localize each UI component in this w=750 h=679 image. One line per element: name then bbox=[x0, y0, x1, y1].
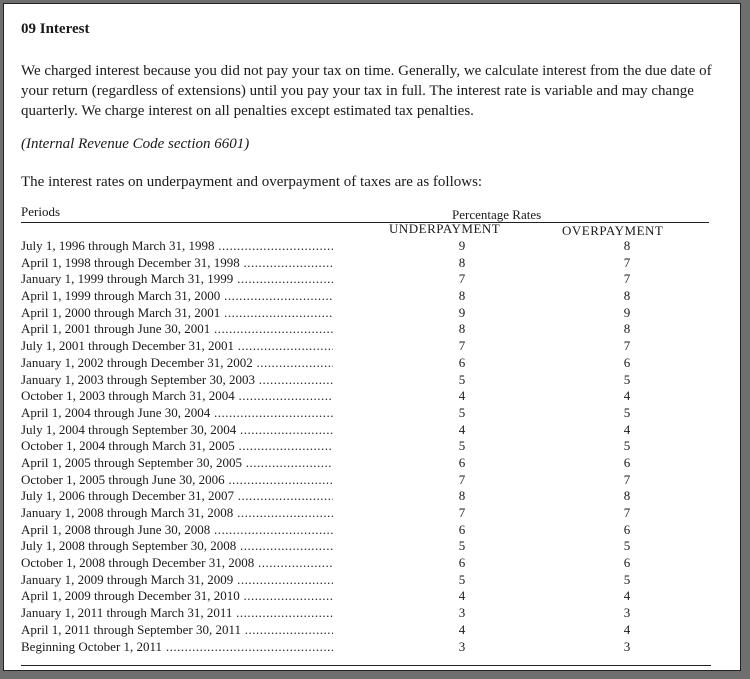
period-cell: April 1, 2000 through March 31, 2001 ..... bbox=[21, 305, 333, 322]
underpayment-rate-cell: 7 bbox=[458, 271, 466, 287]
period-cell: January 1, 2002 through December 31, 2002 ..... bbox=[21, 355, 333, 372]
underpayment-rate-cell: 7 bbox=[458, 471, 466, 487]
underpayment-rate-cell: 6 bbox=[458, 454, 466, 470]
period-cell: January 1, 2008 through March 31, 2008 ..... bbox=[21, 505, 333, 522]
underpayment-rate-cell: 7 bbox=[458, 338, 466, 354]
period-cell: July 1, 2008 through September 30, 2008 ..... bbox=[21, 538, 333, 555]
table-row bbox=[21, 455, 721, 472]
period-cell: January 1, 2011 through March 31, 2011 ..... bbox=[21, 605, 333, 622]
overpayment-rate-cell: 7 bbox=[623, 338, 631, 354]
underpayment-rate-cell: 4 bbox=[458, 421, 466, 437]
overpayment-rate-cell: 8 bbox=[623, 238, 631, 253]
percentage-rates-header: Percentage Rates bbox=[452, 207, 542, 222]
overpayment-rate-cell: 5 bbox=[623, 571, 631, 587]
underpayment-rate-cell: 8 bbox=[458, 321, 466, 337]
overpayment-rate-cell: 7 bbox=[623, 471, 631, 487]
table-row bbox=[21, 255, 721, 272]
bottom-rule bbox=[21, 665, 711, 666]
underpayment-rate-cell: 6 bbox=[458, 555, 466, 571]
overpayment-rate-cell: 5 bbox=[623, 438, 631, 454]
table-row bbox=[21, 622, 721, 639]
overpayment-rate-cell: 4 bbox=[623, 421, 631, 437]
table-row bbox=[21, 422, 721, 439]
table-row bbox=[21, 588, 721, 605]
underpayment-rate-cell: 9 bbox=[458, 304, 466, 320]
period-cell: April 1, 2009 through December 31, 2010 ..... bbox=[21, 588, 333, 605]
period-cell: October 1, 2004 through March 31, 2005 ..... bbox=[21, 438, 333, 455]
section-heading: 09 Interest bbox=[21, 21, 90, 37]
overpayment-rate-cell: 3 bbox=[623, 605, 631, 621]
explanation-paragraph: We charged interest because you did not pay your tax on time. Generally, we calculate interest from the due date of your return (regardless of extensions) until you pay your tax in full. The interest rate is variable and may change quarterly. We charge interest on all penalties except estimated tax penalties. bbox=[21, 63, 712, 119]
overpayment-rate-cell: 4 bbox=[623, 588, 631, 604]
overpayment-rate-cell: 7 bbox=[623, 271, 631, 287]
code-citation: (Internal Revenue Code section 6601) bbox=[21, 136, 250, 152]
underpayment-rate-cell: 3 bbox=[458, 605, 466, 621]
table-row bbox=[21, 321, 721, 338]
table-row bbox=[21, 405, 721, 422]
overpayment-rate-cell: 4 bbox=[623, 621, 631, 637]
table-intro: The interest rates on underpayment and overpayment of taxes are as follows: bbox=[21, 174, 483, 190]
overpayment-rate-cell: 6 bbox=[623, 521, 631, 537]
period-cell: October 1, 2005 through June 30, 2006 ..... bbox=[21, 472, 333, 489]
table-row bbox=[21, 438, 721, 455]
underpayment-rate-cell: 6 bbox=[458, 521, 466, 537]
table-row bbox=[21, 472, 721, 489]
table-row bbox=[21, 505, 721, 522]
underpayment-rate-cell: 8 bbox=[458, 288, 466, 304]
overpayment-header: OVERPAYMENT bbox=[562, 223, 664, 238]
underpayment-rate-cell: 5 bbox=[458, 538, 466, 554]
table-row bbox=[21, 522, 721, 539]
underpayment-rate-cell: 4 bbox=[458, 621, 466, 637]
period-cell: April 1, 2005 through September 30, 2005 ..... bbox=[21, 455, 333, 472]
underpayment-header: UNDERPAYMENT bbox=[389, 221, 501, 236]
underpayment-rate-cell: 5 bbox=[458, 371, 466, 387]
underpayment-rate-cell: 7 bbox=[458, 505, 466, 520]
overpayment-rate-cell: 6 bbox=[623, 454, 631, 470]
underpayment-rate-cell: 8 bbox=[458, 254, 466, 270]
underpayment-rate-cell: 3 bbox=[458, 638, 466, 654]
table-row bbox=[21, 372, 721, 389]
overpayment-rate-cell: 7 bbox=[623, 254, 631, 270]
overpayment-rate-cell: 7 bbox=[623, 505, 631, 520]
table-row bbox=[21, 305, 721, 322]
period-cell: October 1, 2008 through December 31, 2008 ..... bbox=[21, 555, 333, 572]
table-row bbox=[21, 639, 721, 656]
document-page bbox=[3, 3, 741, 671]
underpayment-rate-cell: 5 bbox=[458, 404, 466, 420]
overpayment-rate-cell: 8 bbox=[623, 488, 631, 504]
table-row bbox=[21, 338, 721, 355]
period-cell: April 1, 2001 through June 30, 2001 ..... bbox=[21, 321, 333, 338]
table-row bbox=[21, 271, 721, 288]
overpayment-rate-cell: 5 bbox=[623, 538, 631, 554]
table-row bbox=[21, 355, 721, 372]
overpayment-rate-cell: 9 bbox=[623, 304, 631, 320]
table-row bbox=[21, 538, 721, 555]
underpayment-rate-cell: 9 bbox=[458, 238, 466, 253]
overpayment-rate-cell: 6 bbox=[623, 555, 631, 571]
underpayment-rate-cell: 5 bbox=[458, 571, 466, 587]
period-cell: July 1, 1996 through March 31, 1998 ..... bbox=[21, 238, 333, 255]
period-cell: January 1, 1999 through March 31, 1999 ..... bbox=[21, 271, 333, 288]
period-cell: July 1, 2006 through December 31, 2007 ..... bbox=[21, 488, 333, 505]
underpayment-rate-cell: 4 bbox=[458, 588, 466, 604]
period-cell: January 1, 2009 through March 31, 2009 ..... bbox=[21, 572, 333, 589]
period-cell: April 1, 2004 through June 30, 2004 ..... bbox=[21, 405, 333, 422]
period-cell: January 1, 2003 through September 30, 2003 ..... bbox=[21, 372, 333, 389]
overpayment-rate-cell: 8 bbox=[623, 321, 631, 337]
period-cell: April 1, 1998 through December 31, 1998 ..... bbox=[21, 255, 333, 272]
underpayment-rate-cell: 4 bbox=[458, 388, 466, 404]
table-row bbox=[21, 555, 721, 572]
table-row bbox=[21, 288, 721, 305]
underpayment-rate-cell: 6 bbox=[458, 354, 466, 370]
period-cell: April 1, 2008 through June 30, 2008 ..... bbox=[21, 522, 333, 539]
overpayment-rate-cell: 6 bbox=[623, 354, 631, 370]
period-cell: Beginning October 1, 2011 ..... bbox=[21, 639, 333, 656]
underpayment-rate-cell: 5 bbox=[458, 438, 466, 454]
overpayment-rate-cell: 5 bbox=[623, 371, 631, 387]
period-cell: October 1, 2003 through March 31, 2004 ..... bbox=[21, 388, 333, 405]
table-row bbox=[21, 388, 721, 405]
table-row bbox=[21, 572, 721, 589]
period-cell: April 1, 1999 through March 31, 2000 ..... bbox=[21, 288, 333, 305]
rates-table bbox=[21, 238, 721, 655]
overpayment-rate-cell: 8 bbox=[623, 288, 631, 304]
table-row bbox=[21, 605, 721, 622]
period-cell: April 1, 2011 through September 30, 2011 ..... bbox=[21, 622, 333, 639]
period-cell: July 1, 2004 through September 30, 2004 ..... bbox=[21, 422, 333, 439]
overpayment-rate-cell: 3 bbox=[623, 638, 631, 654]
overpayment-rate-cell: 5 bbox=[623, 404, 631, 420]
table-row bbox=[21, 488, 721, 505]
period-cell: July 1, 2001 through December 31, 2001 ..... bbox=[21, 338, 333, 355]
overpayment-rate-cell: 4 bbox=[623, 388, 631, 404]
table-row bbox=[21, 238, 721, 255]
underpayment-rate-cell: 8 bbox=[458, 488, 466, 504]
periods-header: Periods bbox=[21, 204, 60, 219]
